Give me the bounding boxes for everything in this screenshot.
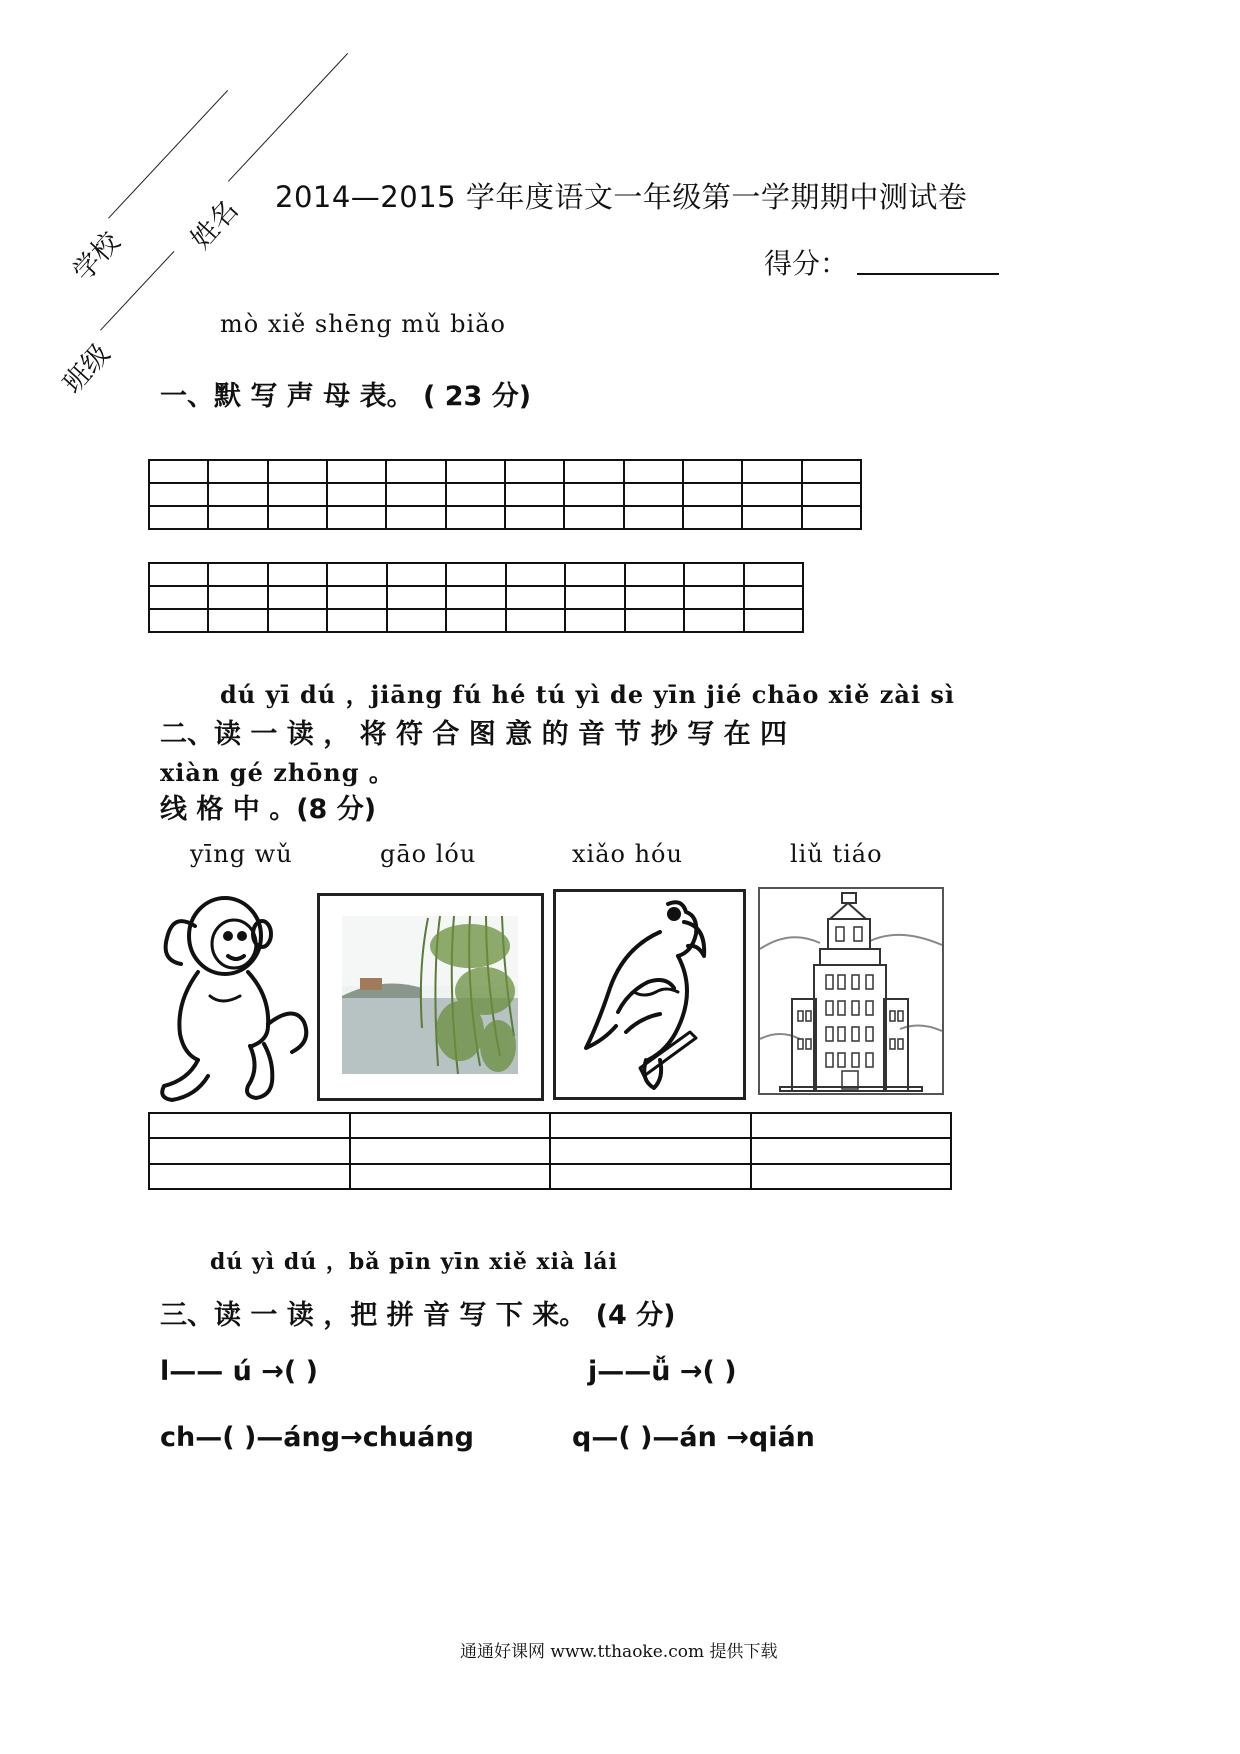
grid-cell[interactable] — [683, 483, 742, 506]
grid-cell[interactable] — [350, 1138, 551, 1163]
grid-cell[interactable] — [327, 609, 386, 632]
grid-cell[interactable] — [350, 1113, 551, 1138]
grid-cell[interactable] — [683, 506, 742, 529]
caption-3: xiǎo hóu — [572, 840, 683, 868]
caption-1: yīng wǔ — [190, 840, 293, 868]
willow-lake-photo — [317, 893, 544, 1101]
grid-cell[interactable] — [350, 1164, 551, 1189]
grid-cell[interactable] — [564, 460, 623, 483]
grid-cell[interactable] — [625, 586, 684, 609]
grid-cell[interactable] — [149, 460, 208, 483]
section3-heading: 三、读 一 读 ，把 拼 音 写 下 来。 (4 分) — [160, 1300, 676, 1331]
grid-cell[interactable] — [268, 483, 327, 506]
grid-cell[interactable] — [386, 460, 445, 483]
grid-cell[interactable] — [387, 563, 446, 586]
grid-cell[interactable] — [624, 460, 683, 483]
grid-cell[interactable] — [268, 460, 327, 483]
grid-cell[interactable] — [625, 609, 684, 632]
grid-cell[interactable] — [327, 483, 386, 506]
grid-cell[interactable] — [268, 586, 327, 609]
grid-cell[interactable] — [327, 586, 386, 609]
grid-cell[interactable] — [446, 586, 505, 609]
grid-cell[interactable] — [208, 563, 267, 586]
grid-cell[interactable] — [742, 483, 801, 506]
grid-cell[interactable] — [149, 609, 208, 632]
section2-heading-line2: 线 格 中 。(8 分) — [160, 794, 377, 825]
willow-lake-image — [320, 896, 541, 1098]
grid-cell[interactable] — [386, 483, 445, 506]
exam-title: 2014—2015 学年度语文一年级第一学期期中测试卷 — [275, 180, 968, 214]
parrot-image — [556, 892, 743, 1097]
grid-cell[interactable] — [208, 609, 267, 632]
grid-cell[interactable] — [565, 563, 624, 586]
writing-grid-2[interactable] — [148, 562, 804, 633]
score-blank[interactable] — [857, 273, 999, 275]
section2-heading-line1: 二、读 一 读 ， 将 符 合 图 意 的 音 节 抄 写 在 四 — [160, 719, 787, 750]
writing-grid-1[interactable] — [148, 459, 862, 530]
grid-cell[interactable] — [208, 586, 267, 609]
grid-cell[interactable] — [565, 586, 624, 609]
grid-cell[interactable] — [505, 460, 564, 483]
grid-cell[interactable] — [387, 586, 446, 609]
grid-cell[interactable] — [149, 1113, 350, 1138]
grid-cell[interactable] — [327, 460, 386, 483]
grid-cell[interactable] — [684, 563, 743, 586]
answer-grid-pictures[interactable] — [148, 1112, 952, 1190]
grid-cell[interactable] — [446, 460, 505, 483]
grid-cell[interactable] — [327, 563, 386, 586]
grid-cell[interactable] — [684, 609, 743, 632]
monkey-drawing — [150, 886, 310, 1108]
grid-cell[interactable] — [149, 1164, 350, 1189]
grid-cell[interactable] — [268, 506, 327, 529]
class-label: 班级 — [57, 338, 117, 400]
grid-cell[interactable] — [446, 609, 505, 632]
name-label: 姓名 — [185, 194, 245, 256]
caption-2: gāo lóu — [380, 840, 477, 868]
section3-pinyin: dú yì dú ，bǎ pīn yīn xiě xià lái — [210, 1249, 618, 1275]
grid-cell[interactable] — [684, 586, 743, 609]
grid-cell[interactable] — [744, 609, 803, 632]
footer-credit: 通通好课网 www.tthaoke.com 提供下载 — [460, 1642, 778, 1662]
grid-cell[interactable] — [564, 483, 623, 506]
grid-cell[interactable] — [506, 609, 565, 632]
grid-cell[interactable] — [386, 506, 445, 529]
grid-cell[interactable] — [550, 1164, 751, 1189]
grid-cell[interactable] — [208, 460, 267, 483]
exercise-row2-left[interactable]: ch—( )—áng→chuáng — [160, 1422, 474, 1453]
grid-cell[interactable] — [505, 506, 564, 529]
section1-pinyin: mò xiě shēng mǔ biǎo — [220, 310, 506, 338]
exercise-row2-right[interactable]: q—( )—án →qián — [572, 1422, 815, 1453]
grid-cell[interactable] — [744, 563, 803, 586]
grid-cell[interactable] — [208, 483, 267, 506]
grid-cell[interactable] — [327, 506, 386, 529]
grid-cell[interactable] — [268, 609, 327, 632]
grid-cell[interactable] — [625, 563, 684, 586]
grid-cell[interactable] — [744, 586, 803, 609]
caption-4: liǔ tiáo — [790, 840, 883, 868]
grid-cell[interactable] — [208, 506, 267, 529]
section2-pinyin-line2: xiàn gé zhōng 。 — [160, 758, 394, 787]
exercise-row1-right[interactable]: j——ǚ →( ) — [588, 1356, 737, 1387]
grid-cell[interactable] — [149, 563, 208, 586]
grid-cell[interactable] — [624, 483, 683, 506]
parrot-drawing — [553, 889, 746, 1100]
grid-cell[interactable] — [149, 506, 208, 529]
grid-cell[interactable] — [751, 1164, 952, 1189]
tower-image — [760, 889, 942, 1093]
grid-cell[interactable] — [742, 460, 801, 483]
grid-cell[interactable] — [506, 563, 565, 586]
score-label: 得分： — [764, 247, 849, 280]
grid-cell[interactable] — [149, 1138, 350, 1163]
binding-line-name — [228, 53, 348, 182]
grid-cell[interactable] — [149, 483, 208, 506]
grid-cell[interactable] — [683, 460, 742, 483]
section1-heading: 一、默 写 声 母 表。 ( 23 分) — [160, 381, 532, 412]
grid-cell[interactable] — [268, 563, 327, 586]
exercise-row1-left[interactable]: l—— ú →( ) — [160, 1356, 318, 1387]
grid-cell[interactable] — [446, 483, 505, 506]
grid-cell[interactable] — [446, 506, 505, 529]
grid-cell[interactable] — [751, 1138, 952, 1163]
tower-building-drawing — [758, 887, 944, 1095]
grid-cell[interactable] — [564, 506, 623, 529]
grid-cell[interactable] — [506, 586, 565, 609]
grid-cell[interactable] — [446, 563, 505, 586]
grid-cell[interactable] — [802, 506, 861, 529]
grid-cell[interactable] — [624, 506, 683, 529]
grid-cell[interactable] — [802, 460, 861, 483]
grid-cell[interactable] — [505, 483, 564, 506]
grid-cell[interactable] — [149, 586, 208, 609]
grid-cell[interactable] — [387, 609, 446, 632]
school-label: 学校 — [67, 226, 127, 288]
grid-cell[interactable] — [802, 483, 861, 506]
grid-cell[interactable] — [550, 1138, 751, 1163]
grid-cell[interactable] — [742, 506, 801, 529]
section2-pinyin-line1: dú yī dú ，jiāng fú hé tú yì de yīn jié chāo xiě zài sì — [220, 680, 956, 709]
grid-cell[interactable] — [550, 1113, 751, 1138]
grid-cell[interactable] — [751, 1113, 952, 1138]
grid-cell[interactable] — [565, 609, 624, 632]
